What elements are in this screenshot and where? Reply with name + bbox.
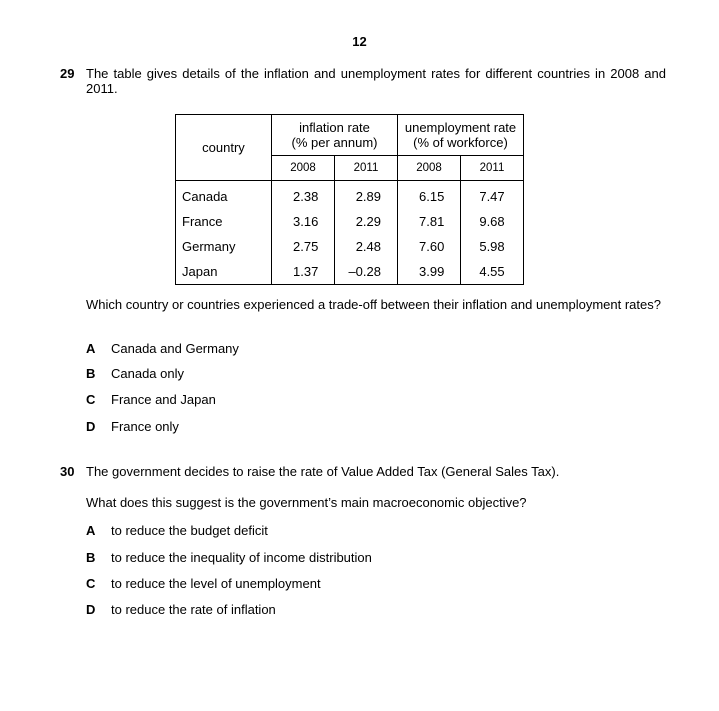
option-letter: B	[86, 550, 96, 565]
inflation-2011-cell: –0.28	[335, 259, 398, 285]
option-text: France and Japan	[111, 392, 216, 407]
table-header-unemployment	[398, 115, 524, 156]
table-header-inflation	[272, 115, 398, 156]
option-text: Canada only	[111, 366, 184, 381]
page-number: 12	[352, 34, 367, 49]
question-29-prompt: The table gives details of the inflation and unemployment rates for different countries in 2008 and 2011.	[86, 66, 666, 96]
country-cell: France	[176, 209, 272, 234]
year-header: 2011	[335, 156, 398, 181]
option-letter: C	[86, 392, 96, 407]
question-30-number: 30	[60, 464, 75, 479]
option-letter: D	[86, 602, 96, 617]
q30-option-b[interactable]	[86, 550, 372, 566]
inflation-2008-cell: 1.37	[272, 259, 335, 285]
option-text: Canada and Germany	[111, 341, 239, 356]
country-cell: Canada	[176, 181, 272, 210]
option-letter: C	[86, 576, 96, 591]
inflation-2008-cell: 2.38	[272, 181, 335, 210]
option-text: to reduce the rate of inflation	[111, 602, 276, 617]
year-header: 2008	[398, 156, 461, 181]
option-letter: D	[86, 419, 96, 434]
q29-option-d[interactable]	[86, 419, 179, 435]
q30-option-c[interactable]	[86, 576, 321, 592]
unemployment-2008-cell: 7.81	[398, 209, 461, 234]
option-letter: B	[86, 366, 96, 381]
option-text: to reduce the inequality of income distribution	[111, 550, 372, 565]
question-30-prompt: The government decides to raise the rate of Value Added Tax (General Sales Tax).	[86, 464, 560, 479]
table-row	[176, 181, 524, 210]
inflation-2011-cell: 2.48	[335, 234, 398, 259]
q29-option-c[interactable]	[86, 392, 216, 408]
question-29-number: 29	[60, 66, 75, 81]
inflation-2011-cell: 2.29	[335, 209, 398, 234]
unemployment-header-line2: (% of workforce)	[413, 135, 508, 150]
option-text: to reduce the level of unemployment	[111, 576, 321, 591]
option-letter: A	[86, 341, 96, 356]
year-header: 2008	[272, 156, 335, 181]
unemployment-2008-cell: 7.60	[398, 234, 461, 259]
unemployment-2011-cell: 4.55	[461, 259, 524, 285]
year-header: 2011	[461, 156, 524, 181]
question-30-text: What does this suggest is the government’s main macroeconomic objective?	[86, 495, 527, 510]
inflation-2011-cell: 2.89	[335, 181, 398, 210]
inflation-2008-cell: 3.16	[272, 209, 335, 234]
option-text: France only	[111, 419, 179, 434]
table-row	[176, 234, 524, 259]
inflation-header-line2: (% per annum)	[291, 135, 378, 150]
unemployment-2011-cell: 7.47	[461, 181, 524, 210]
table-row	[176, 259, 524, 285]
q29-option-b[interactable]	[86, 366, 184, 382]
unemployment-header-line1: unemployment rate	[404, 120, 517, 135]
unemployment-2008-cell: 6.15	[398, 181, 461, 210]
inflation-unemployment-table	[175, 114, 524, 285]
country-cell: Japan	[176, 259, 272, 285]
q30-option-d[interactable]	[86, 602, 276, 618]
country-cell: Germany	[176, 234, 272, 259]
q30-option-a[interactable]	[86, 523, 268, 539]
option-letter: A	[86, 523, 96, 538]
unemployment-2008-cell: 3.99	[398, 259, 461, 285]
unemployment-2011-cell: 5.98	[461, 234, 524, 259]
q29-option-a[interactable]	[86, 341, 239, 357]
inflation-2008-cell: 2.75	[272, 234, 335, 259]
inflation-header-line1: inflation rate	[299, 120, 370, 135]
option-text: to reduce the budget deficit	[111, 523, 268, 538]
table-row	[176, 209, 524, 234]
unemployment-2011-cell: 9.68	[461, 209, 524, 234]
table-header-country: country	[176, 115, 272, 181]
question-29-text: Which country or countries experienced a trade-off between their inflation and unemployment rates?	[86, 297, 661, 312]
